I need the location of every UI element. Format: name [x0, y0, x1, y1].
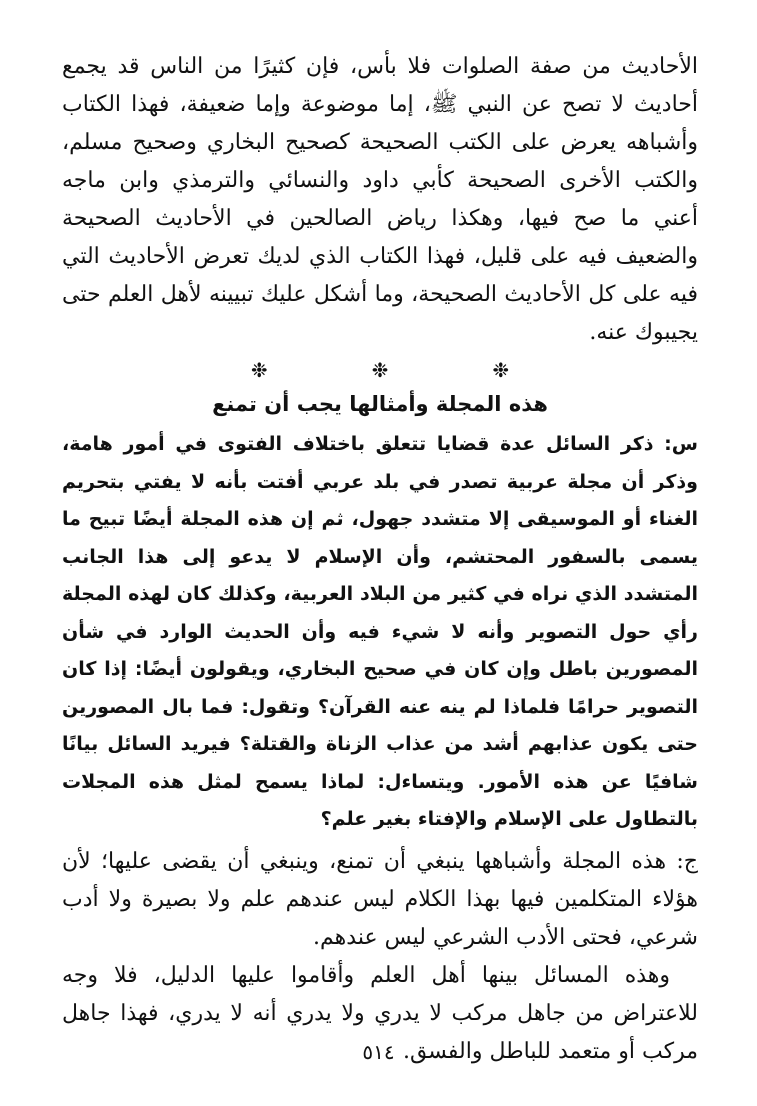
section-separator	[62, 354, 698, 386]
page-body	[62, 48, 698, 1071]
page-number: ٥١٤	[362, 1040, 395, 1064]
intro-paragraph: الأحاديث من صفة الصلوات فلا بأس، فإن كثيرًا من الناس قد يجمع أحاديث لا تصح عن النبي ﷺ، إما موضوعة وإما ضعيفة، فهذا الكتاب وأشباهه يعرض على الكتب الصحيحة كصحيح البخاري وصحيح مسلم، والكتب الأخرى الصحيحة كأبي داود والنسائي والترمذي وابن ماجه أعني ما صح فيها، وهكذا رياض الصالحين في الأحاديث الصحيحة والضعيف فيه على قليل، فهذا الكتاب الذي لديك تعرض الأحاديث التي فيه على كل الأحاديث الصحيحة، وما أشكل عليك تبيينه لأهل العلم حتى يجيبوك عنه.	[62, 54, 698, 345]
answer-paragraph: ج: هذه المجلة وأشباهها ينبغي أن تمنع، وينبغي أن يقضى عليها؛ لأن هؤلاء المتكلمين فيها بهذا الكلام ليس عندهم علم ولا بصيرة ولا أدب شرعي، فحتى الأدب الشرعي ليس عندهم.	[62, 848, 698, 950]
closing-paragraph: وهذه المسائل بينها أهل العلم وأقاموا عليها الدليل، فلا وجه للاعتراض من جاهل مركب لا يدري ولا يدري أنه لا يدري، فهذا جاهل مركب أو متعمد للباطل والفسق.	[62, 962, 698, 1064]
separator-star: ❉	[492, 358, 510, 382]
question-paragraph: س: ذكر السائل عدة قضايا تتعلق باختلاف الفتوى في أمور هامة، وذكر أن مجلة عربية تصدر في بلد عربي أفتت بأنه لا يفتي بتحريم الغناء أو الموسيقى إلا متشدد جهول، ثم إن هذه المجلة أيضًا تبيح ما يسمى بالسفور المحتشم، وأن الإسلام لا يدعو إلى هذا الجانب المتشدد الذي نراه في كثير من البلاد العربية، وكذلك كان لهذه المجلة رأي حول التصوير وأنه لا شيء فيه وأن الحديث الوارد في شأن المصورين باطل وإن كان في صحيح البخاري، ويقولون أيضًا: إذا كان التصوير حرامًا فلماذا لم ينه عنه القرآن؟ وتقول: فما بال المصورين حتى يكون عذابهم أشد من عذاب الزناة والقتلة؟ فيريد السائل بيانًا شافيًا عن هذه الأمور. ويتساءل: لماذا يسمح لمثل هذه المجلات بالتطاول على الإسلام والإفتاء بغير علم؟	[62, 433, 698, 830]
separator-star: ❉	[371, 358, 389, 382]
section-heading: هذه المجلة وأمثالها يجب أن تمنع	[212, 392, 548, 416]
separator-star: ❉	[250, 358, 268, 382]
